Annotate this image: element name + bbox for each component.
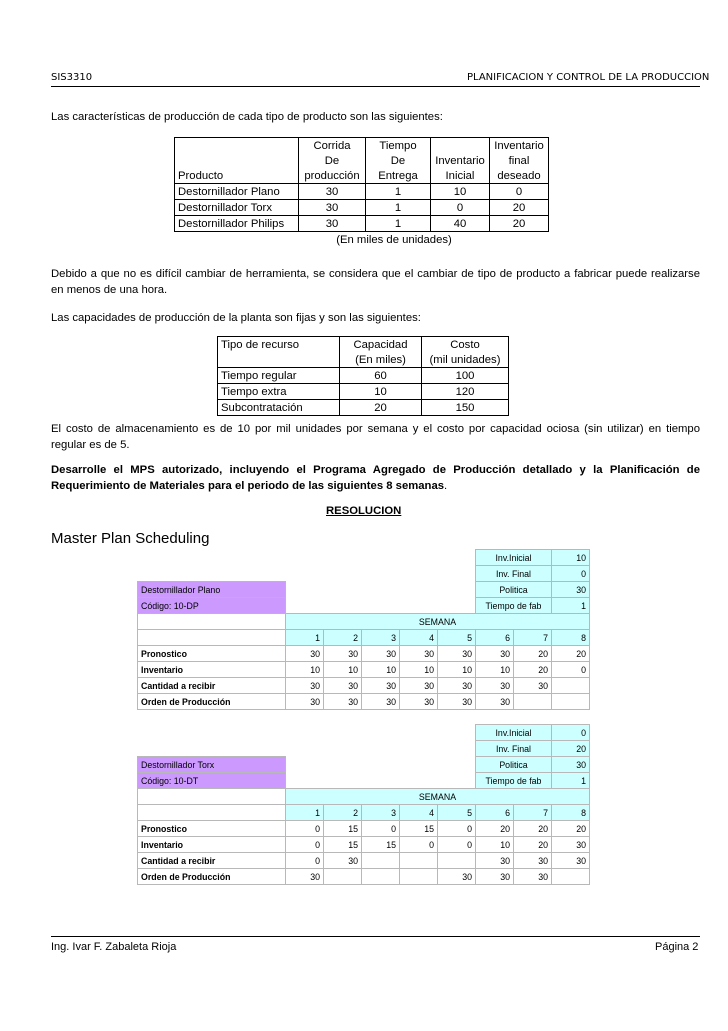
week-number: 7 [514,630,552,646]
section-title: Master Plan Scheduling [51,530,210,547]
cell-value: 30 [324,853,362,869]
th-invfinal-2: final [490,153,549,168]
cell-value: 30 [476,694,514,710]
th-producto-top [175,138,299,154]
cell-value: 10 [438,662,476,678]
cell-value [552,694,590,710]
th-producto: Producto [175,168,299,184]
table-row [138,853,590,869]
table-row: Destornillador Plano 30 1 10 0 [175,184,549,200]
week-number: 1 [286,805,324,821]
para-task: Desarrolle el MPS autorizado, incluyendo el Programa Agregado de Producción detallado y la Planificación de Requerimiento de Materiales para el periodo de las siguientes 8 semanas. [51,464,700,492]
table-row: Destornillador Philips 30 1 40 20 [175,216,549,232]
footer-left: Ing. Ivar F. Zabaleta Rioja [51,941,177,953]
param-value: 0 [552,725,590,741]
cell-value: 30 [286,678,324,694]
product-name: Destornillador Torx [138,757,286,773]
cell-value: 30 [438,678,476,694]
th-corrida-1: Corrida [299,138,366,154]
th-costo-1: Costo [422,337,509,353]
cell-value: 30 [514,869,552,885]
th-tiempo-3: Entrega [366,168,431,184]
table-row [138,694,590,710]
table-row [138,678,590,694]
cell-value: 30 [476,869,514,885]
param-label: Tiempo de fab [476,773,552,789]
row-label: Inventario [138,837,286,853]
cell-value: 10 [324,662,362,678]
cell-value [362,853,400,869]
th-tiempo-1: Tiempo [366,138,431,154]
table-row [138,821,590,837]
th-corrida-2: De [299,153,366,168]
cell-value: 30 [286,869,324,885]
cell-value: 20 [552,821,590,837]
cell-value [400,853,438,869]
week-number: 2 [324,805,362,821]
table-row [138,646,590,662]
cell-value: 30 [514,678,552,694]
th-cap-1: Capacidad [340,337,422,353]
week-number: 5 [438,805,476,821]
param-value: 1 [552,598,590,614]
cell-value: 30 [438,646,476,662]
cell-value: 10 [476,837,514,853]
week-number: 6 [476,630,514,646]
cell-value: 0 [362,821,400,837]
cell-value: 20 [514,821,552,837]
row-label: Cantidad a recibir [138,678,286,694]
cell-value [362,869,400,885]
cell-value: 20 [476,821,514,837]
week-number: 7 [514,805,552,821]
cell-value [400,869,438,885]
row-label: Cantidad a recibir [138,853,286,869]
para-capacity: Las capacidades de producción de la planta son fijas y son las siguientes: [51,312,421,324]
cell-value: 0 [438,821,476,837]
cell-value: 0 [286,837,324,853]
cell-value: 20 [552,646,590,662]
week-number: 1 [286,630,324,646]
units-note: (En miles de unidades) [336,234,452,246]
table-row [138,837,590,853]
cell-value: 30 [438,869,476,885]
cell-value [552,678,590,694]
cell-value: 30 [324,694,362,710]
footer-right: Página 2 [655,941,699,953]
mps-table [137,549,590,710]
cell-value: 30 [362,678,400,694]
table-row [138,662,590,678]
cell-value: 30 [552,837,590,853]
cell-value: 30 [514,853,552,869]
week-number: 6 [476,805,514,821]
cell-value: 15 [362,837,400,853]
th-invfinal-3: deseado [490,168,549,184]
cell-value: 0 [438,837,476,853]
week-number: 5 [438,630,476,646]
para-storage: El costo de almacenamiento es de 10 por mil unidades por semana y el costo por capacidad ociosa (sin utilizar) en tiempo regular es de 5. [51,423,700,451]
param-value: 30 [552,582,590,598]
row-label: Orden de Producción [138,869,286,885]
cell-value: 30 [286,694,324,710]
cell-value: 0 [286,821,324,837]
week-number: 8 [552,630,590,646]
param-label: Politica [476,582,552,598]
header-rule [51,86,700,87]
param-value: 10 [552,550,590,566]
table-row: Tiempo extra 10 120 [218,384,509,400]
week-number: 3 [362,630,400,646]
header-right: PLANIFICACION Y CONTROL DE LA PRODUCCION [467,72,710,83]
cell-value: 30 [362,694,400,710]
product-code: Código: 10-DT [138,773,286,789]
cell-value: 20 [514,646,552,662]
cell-value: 30 [476,853,514,869]
cell-value: 30 [324,678,362,694]
cell-value: 30 [286,646,324,662]
cell-value: 20 [514,837,552,853]
product-code: Código: 10-DP [138,598,286,614]
param-value: 30 [552,757,590,773]
cell-value: 0 [286,853,324,869]
cell-value [324,869,362,885]
cell-value: 0 [400,837,438,853]
footer-rule [51,936,700,937]
param-label: Inv. Final [476,741,552,757]
semana-header: SEMANA [286,614,590,630]
th-costo-2: (mil unidades) [422,352,509,368]
cell-value: 15 [400,821,438,837]
capacity-table [217,336,509,416]
products-table [174,137,549,247]
th-inv-2: Inicial [431,168,490,184]
cell-value: 30 [438,694,476,710]
para-tool: Debido a que no es difícil cambiar de herramienta, se considera que el cambiar de tipo de producto a fabricar puede realizarse en menos de una hora. [51,268,700,296]
cell-value: 30 [324,646,362,662]
param-value: 20 [552,741,590,757]
cell-value: 30 [476,678,514,694]
resolucion-heading: RESOLUCION [326,505,402,517]
th-inv-1: Inventario [431,153,490,168]
cell-value: 30 [476,646,514,662]
cell-value: 30 [400,678,438,694]
header-left: SIS3310 [51,72,93,83]
cell-value: 30 [552,853,590,869]
cell-value: 10 [476,662,514,678]
th-invfinal-1: Inventario [490,138,549,154]
param-value: 1 [552,773,590,789]
week-number: 4 [400,630,438,646]
cell-value: 30 [400,694,438,710]
th-tipo: Tipo de recurso [218,337,340,353]
week-number: 3 [362,805,400,821]
row-label: Pronostico [138,646,286,662]
param-label: Inv. Final [476,566,552,582]
cell-value: 15 [324,837,362,853]
week-number: 8 [552,805,590,821]
row-label: Pronostico [138,821,286,837]
param-label: Inv.Inicial [476,725,552,741]
table-row: Destornillador Torx 30 1 0 20 [175,200,549,216]
table-row: Tiempo regular 60 100 [218,368,509,384]
cell-value: 30 [400,646,438,662]
param-value: 0 [552,566,590,582]
mps-table [137,724,590,885]
param-label: Inv.Inicial [476,550,552,566]
param-label: Tiempo de fab [476,598,552,614]
cell-value [514,694,552,710]
intro-text: Las características de producción de cada tipo de producto son las siguientes: [51,111,443,123]
th-tiempo-2: De [366,153,431,168]
cell-value: 10 [286,662,324,678]
th-corrida-3: producción [299,168,366,184]
cell-value: 15 [324,821,362,837]
cell-value [438,853,476,869]
product-name: Destornillador Plano [138,582,286,598]
week-number: 2 [324,630,362,646]
cell-value: 10 [400,662,438,678]
th-inv-top [431,138,490,154]
semana-header: SEMANA [286,789,590,805]
cell-value: 10 [362,662,400,678]
week-number: 4 [400,805,438,821]
row-label: Inventario [138,662,286,678]
th-cap-2: (En miles) [340,352,422,368]
cell-value: 30 [362,646,400,662]
table-row: Subcontratación 20 150 [218,400,509,416]
cell-value [552,869,590,885]
row-label: Orden de Producción [138,694,286,710]
cell-value: 0 [552,662,590,678]
cell-value: 20 [514,662,552,678]
table-row [138,869,590,885]
param-label: Politica [476,757,552,773]
